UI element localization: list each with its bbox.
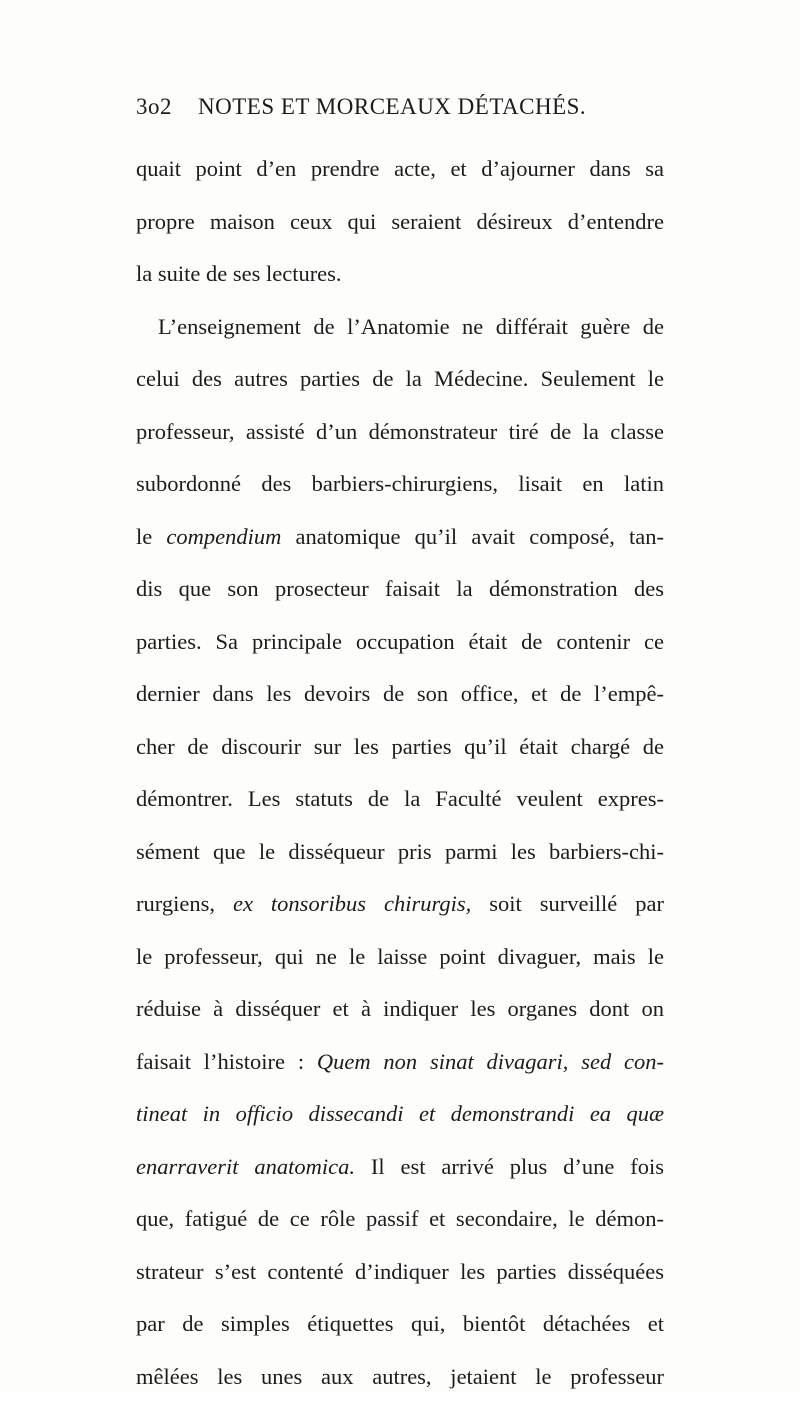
text-line: le compendium anatomique qu’il avait composé, tan- xyxy=(136,511,664,564)
text-line: parties. Sa principale occupation était de contenir ce xyxy=(136,616,664,669)
running-head xyxy=(136,94,636,130)
text-line: professeur, assisté d’un démonstrateur tiré de la classe xyxy=(136,406,664,459)
text-line: strateur s’est contenté d’indiquer les parties disséquées xyxy=(136,1246,664,1299)
text-line: mêlées les unes aux autres, jetaient le professeur xyxy=(136,1351,664,1403)
text-line: propre maison ceux qui seraient désireux d’entendre xyxy=(136,196,664,249)
italic-term: compendium xyxy=(166,524,281,549)
text-line: cher de discourir sur les parties qu’il était chargé de xyxy=(136,721,664,774)
body-text xyxy=(136,143,664,1403)
latin-quote: Quem non sinat divagari, sed con- xyxy=(317,1049,664,1074)
text-line: enarraverit anatomica. Il est arrivé plus d’une fois xyxy=(136,1141,664,1194)
text-line: subordonné des barbiers-chirurgiens, lisait en latin xyxy=(136,458,664,511)
text-line: que, fatigué de ce rôle passif et secondaire, le démon- xyxy=(136,1193,664,1246)
paragraph-first-line: L’enseignement de l’Anatomie ne différait guère de xyxy=(136,301,664,354)
text-line: réduise à disséquer et à indiquer les organes dont on xyxy=(136,983,664,1036)
text-line: sément que le disséqueur pris parmi les barbiers-chi- xyxy=(136,826,664,879)
text-line: la suite de ses lectures. xyxy=(136,248,664,301)
text-line: quait point d’en prendre acte, et d’ajourner dans sa xyxy=(136,143,664,196)
running-title: NOTES ET MORCEAUX DÉTACHÉS. xyxy=(198,94,586,120)
page-number: 3o2 xyxy=(136,94,198,120)
text-line: dernier dans les devoirs de son office, et de l’empê- xyxy=(136,668,664,721)
text-line: par de simples étiquettes qui, bientôt détachées et xyxy=(136,1298,664,1351)
text-line: celui des autres parties de la Médecine. Seulement le xyxy=(136,353,664,406)
latin-quote: enarraverit anatomica. xyxy=(136,1154,355,1179)
latin-quote: ex tonsoribus chirurgis, xyxy=(233,891,471,916)
text-line: rurgiens, ex tonsoribus chirurgis, soit surveillé par xyxy=(136,878,664,931)
text-line: faisait l’histoire : Quem non sinat divagari, sed con- xyxy=(136,1036,664,1089)
latin-quote: tineat in officio dissecandi et demonstrandi ea quæ xyxy=(136,1101,664,1126)
text-line xyxy=(136,1088,664,1141)
text-line: démontrer. Les statuts de la Faculté veulent expres- xyxy=(136,773,664,826)
text-line: le professeur, qui ne le laisse point divaguer, mais le xyxy=(136,931,664,984)
text-line: dis que son prosecteur faisait la démonstration des xyxy=(136,563,664,616)
